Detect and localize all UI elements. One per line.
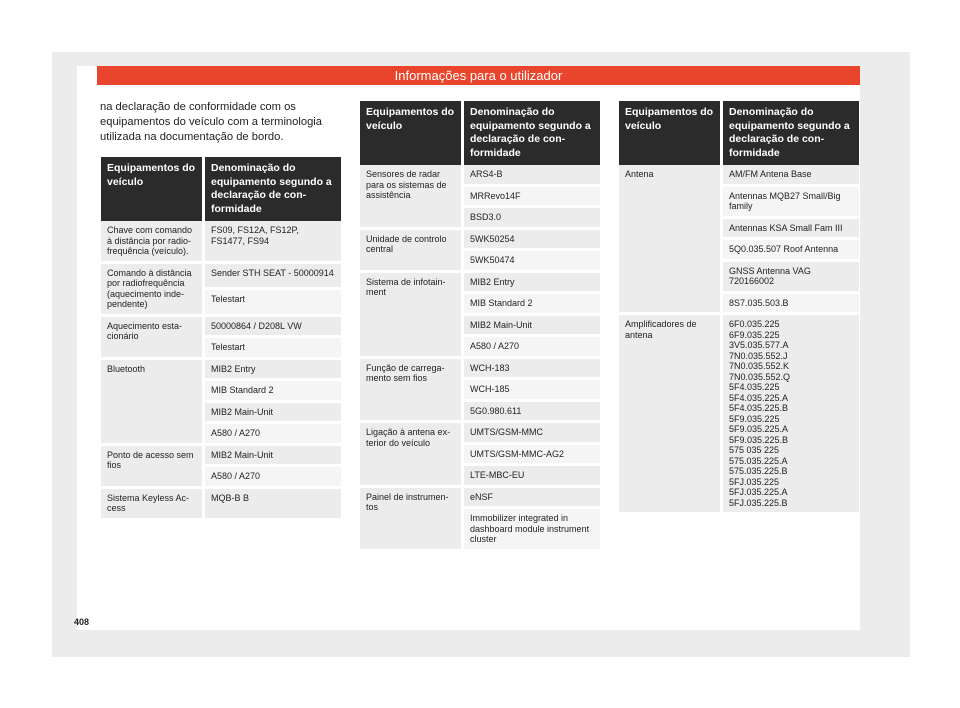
page-header: Informações para o utilizador — [97, 66, 860, 85]
equipment-designation: Telestart — [205, 290, 341, 317]
equipment-category: Sistema de infotain-ment — [360, 273, 464, 359]
equipment-designation: AM/FM Antena Base — [723, 165, 859, 187]
equipment-designation: MIB2 Main-Unit — [205, 446, 341, 468]
equipment-category: Bluetooth — [101, 360, 205, 446]
equipment-category: Comando à distância por radiofrequência (aquecimento inde-pendente) — [101, 264, 205, 317]
equipment-designation: 5Q0.035.507 Roof Antenna — [723, 240, 859, 262]
equipment-category: Aquecimento esta-cionário — [101, 317, 205, 360]
equipment-designation: A580 / A270 — [205, 467, 341, 489]
equipment-designation: MIB2 Main-Unit — [464, 316, 600, 338]
table-row — [360, 423, 600, 445]
equipment-designation: Telestart — [205, 338, 341, 360]
equipment-designation: ARS4-B — [464, 165, 600, 187]
equipment-category: Antena — [619, 165, 723, 315]
equipment-table-3 — [619, 101, 859, 515]
equipment-category: Sistema Keyless Ac-cess — [101, 489, 205, 521]
table-row — [101, 446, 341, 468]
equipment-designation: UMTS/GSM-MMC-AG2 — [464, 445, 600, 467]
equipment-designation: MIB2 Entry — [205, 360, 341, 382]
equipment-table-1 — [101, 157, 341, 521]
equipment-designation: Antennas KSA Small Fam III — [723, 219, 859, 241]
table-row — [101, 221, 341, 264]
table-row — [360, 273, 600, 295]
equipment-designation: WCH-183 — [464, 359, 600, 381]
table-row — [101, 360, 341, 382]
table-row — [101, 317, 341, 339]
table-row — [619, 165, 859, 187]
column-header-designation: Denominação do equipamento segundo a declaração de con-formidade — [205, 157, 341, 221]
equipment-designation: BSD3.0 — [464, 208, 600, 230]
equipment-designation: Sender STH SEAT - 50000914 — [205, 264, 341, 291]
column-header-designation: Denominação do equipamento segundo a declaração de con-formidade — [723, 101, 859, 165]
equipment-category: Função de carrega-mento sem fios — [360, 359, 464, 424]
equipment-designation: UMTS/GSM-MMC — [464, 423, 600, 445]
table-row — [360, 165, 600, 187]
equipment-designation: MQB-B B — [205, 489, 341, 521]
equipment-category: Ligação à antena ex-terior do veículo — [360, 423, 464, 488]
equipment-category: Unidade de controlo central — [360, 230, 464, 273]
column-header-equipment: Equipamentos do veículo — [101, 157, 205, 221]
page-number: 408 — [74, 617, 90, 627]
column-header-designation: Denominação do equipamento segundo a declaração de con-formidade — [464, 101, 600, 165]
table-row — [101, 489, 341, 521]
table-row — [360, 359, 600, 381]
equipment-designation: MIB2 Main-Unit — [205, 403, 341, 425]
table-row — [619, 315, 859, 515]
table-row — [101, 264, 341, 291]
equipment-table-2 — [360, 101, 600, 552]
column-header-equipment: Equipamentos do veículo — [360, 101, 464, 165]
equipment-category: Ponto de acesso sem fios — [101, 446, 205, 489]
equipment-designation: MIB2 Entry — [464, 273, 600, 295]
equipment-category: Chave com comando à distância por radio-frequência (veículo). — [101, 221, 205, 264]
table-row — [360, 488, 600, 510]
equipment-designation: GNSS Antenna VAG 720166002 — [723, 262, 859, 294]
equipment-designation: 5WK50474 — [464, 251, 600, 273]
equipment-designation: A580 / A270 — [205, 424, 341, 446]
equipment-category: Painel de instrumen-tos — [360, 488, 464, 552]
equipment-designation: eNSF — [464, 488, 600, 510]
table-row — [360, 230, 600, 252]
equipment-designation: 5WK50254 — [464, 230, 600, 252]
equipment-designation: 50000864 / D208L VW — [205, 317, 341, 339]
equipment-designation: 5G0.980.611 — [464, 402, 600, 424]
equipment-designation: Antennas MQB27 Small/Big family — [723, 187, 859, 219]
column-header-equipment: Equipamentos do veículo — [619, 101, 723, 165]
page-margin — [0, 0, 52, 708]
equipment-designation: LTE-MBC-EU — [464, 466, 600, 488]
equipment-designation: 8S7.035.503.B — [723, 294, 859, 316]
equipment-category: Amplificadores de antena — [619, 315, 723, 515]
equipment-designation: MRRevo14F — [464, 187, 600, 209]
equipment-designation: Immobilizer integrated in dashboard module instrument cluster — [464, 509, 600, 552]
intro-paragraph: na declaração de conformidade com os equipamentos do veículo com a terminologia utilizada na documentação de bordo. — [100, 101, 323, 143]
equipment-designation: MIB Standard 2 — [205, 381, 341, 403]
equipment-designation: A580 / A270 — [464, 337, 600, 359]
equipment-designation: FS09, FS12A, FS12P, FS1477, FS94 — [205, 221, 341, 264]
equipment-designation: 6F0.035.225 6F9.035.225 3V5.035.577.A 7N0.035.552.J 7N0.035.552.K 7N0.035.552.Q 5F4.035.225 5F4.035.225.A 5F4.035.225.B 5F9.035.225 5F9.035.225.A 5F9.035.225.B 575 035 225 575.035.225.A 575.035.225.B 5FJ.035.225 5FJ.035.225.A 5FJ.035.225.B — [723, 315, 859, 515]
equipment-designation: MIB Standard 2 — [464, 294, 600, 316]
equipment-designation: WCH-185 — [464, 380, 600, 402]
equipment-category: Sensores de radar para os sistemas de assistência — [360, 165, 464, 230]
